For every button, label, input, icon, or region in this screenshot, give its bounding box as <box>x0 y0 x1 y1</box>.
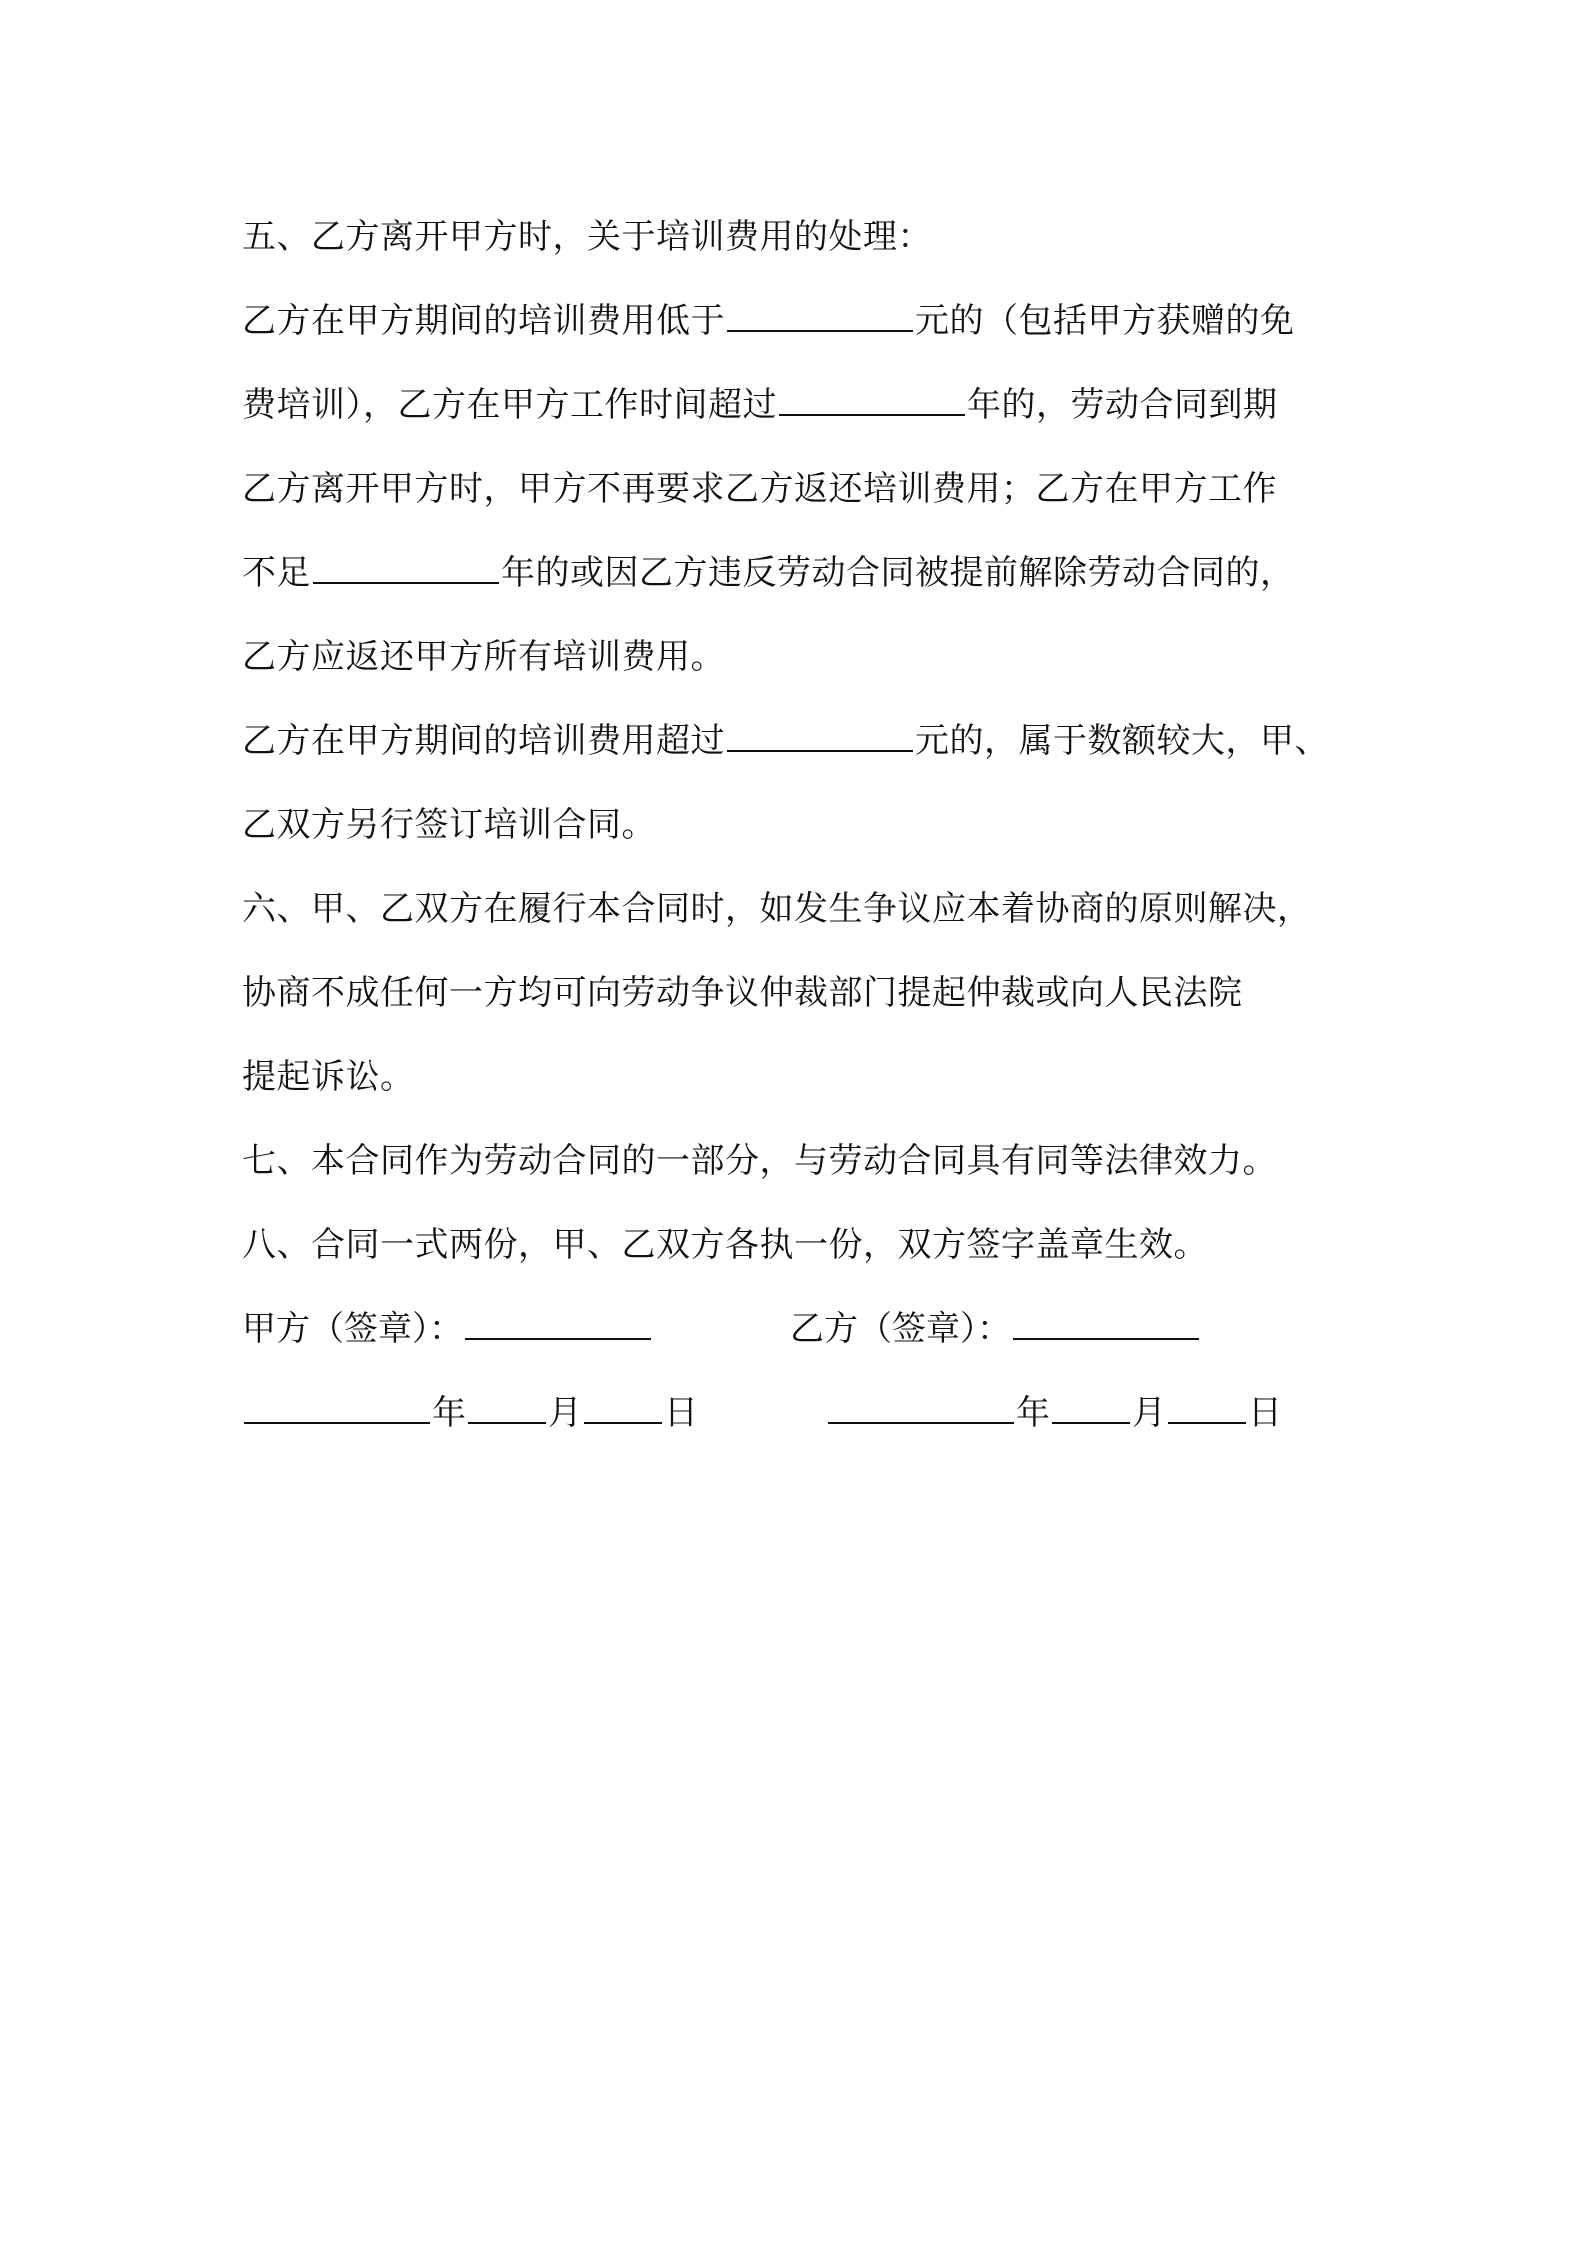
year-label: 年 <box>432 1393 466 1433</box>
text-fragment: 年的或因乙方违反劳动合同被提前解除劳动合同的， <box>501 553 1295 593</box>
day-label: 日 <box>1248 1393 1282 1433</box>
contract-body <box>242 195 1362 1455</box>
section-7: 七、本合同作为劳动合同的一部分，与劳动合同具有同等法律效力。 <box>242 1141 1277 1181</box>
section-6-line-1: 六、甲、乙双方在履行本合同时，如发生争议应本着协商的原则解决， <box>242 889 1312 929</box>
party-a-day-blank[interactable] <box>584 1392 662 1424</box>
day-label: 日 <box>664 1393 698 1433</box>
section-5-line-7: 乙双方另行签订培训合同。 <box>242 805 656 845</box>
section-5-line-3: 乙方离开甲方时，甲方不再要求乙方返还培训费用；乙方在甲方工作 <box>242 469 1277 509</box>
party-a-year-blank[interactable] <box>244 1392 430 1424</box>
party-a-label: 甲方（签章）： <box>242 1309 463 1349</box>
party-b-signature <box>790 1287 1201 1371</box>
party-b-year-blank[interactable] <box>828 1392 1014 1424</box>
party-b-date <box>826 1371 1282 1455</box>
section-5-heading: 五、乙方离开甲方时，关于培训费用的处理： <box>242 217 932 257</box>
years-blank-1[interactable] <box>779 384 965 416</box>
party-b-signature-blank[interactable] <box>1013 1308 1199 1340</box>
section-6-line-3: 提起诉讼。 <box>242 1057 415 1097</box>
month-label: 月 <box>548 1393 582 1433</box>
date-row <box>242 1371 1362 1455</box>
party-a-signature-blank[interactable] <box>465 1308 651 1340</box>
text-fragment: 元的，属于数额较大，甲、 <box>915 721 1329 761</box>
section-5-line-5: 乙方应返还甲方所有培训费用。 <box>242 637 725 677</box>
amount-blank-1[interactable] <box>727 300 913 332</box>
party-a-month-blank[interactable] <box>468 1392 546 1424</box>
signature-row <box>242 1287 1362 1371</box>
text-fragment: 年的，劳动合同到期 <box>967 385 1278 425</box>
year-label: 年 <box>1016 1393 1050 1433</box>
text-fragment: 乙方在甲方期间的培训费用低于 <box>242 301 725 341</box>
section-5-line-4 <box>242 531 1362 615</box>
party-a-date <box>242 1371 698 1455</box>
section-5-line-1 <box>242 279 1362 363</box>
month-label: 月 <box>1132 1393 1166 1433</box>
party-b-label: 乙方（签章）： <box>790 1309 1011 1349</box>
text-fragment: 元的（包括甲方获赠的免 <box>915 301 1295 341</box>
text-fragment: 不足 <box>242 553 311 593</box>
party-a-signature <box>242 1287 653 1371</box>
party-b-month-blank[interactable] <box>1052 1392 1130 1424</box>
section-6-line-2: 协商不成任何一方均可向劳动争议仲裁部门提起仲裁或向人民法院 <box>242 973 1243 1013</box>
text-fragment: 乙方在甲方期间的培训费用超过 <box>242 721 725 761</box>
section-8: 八、合同一式两份，甲、乙双方各执一份，双方签字盖章生效。 <box>242 1225 1208 1265</box>
section-5-line-6 <box>242 699 1362 783</box>
party-b-day-blank[interactable] <box>1168 1392 1246 1424</box>
section-5-line-2 <box>242 363 1362 447</box>
amount-blank-2[interactable] <box>727 720 913 752</box>
years-blank-2[interactable] <box>313 552 499 584</box>
text-fragment: 费培训），乙方在甲方工作时间超过 <box>242 385 777 425</box>
